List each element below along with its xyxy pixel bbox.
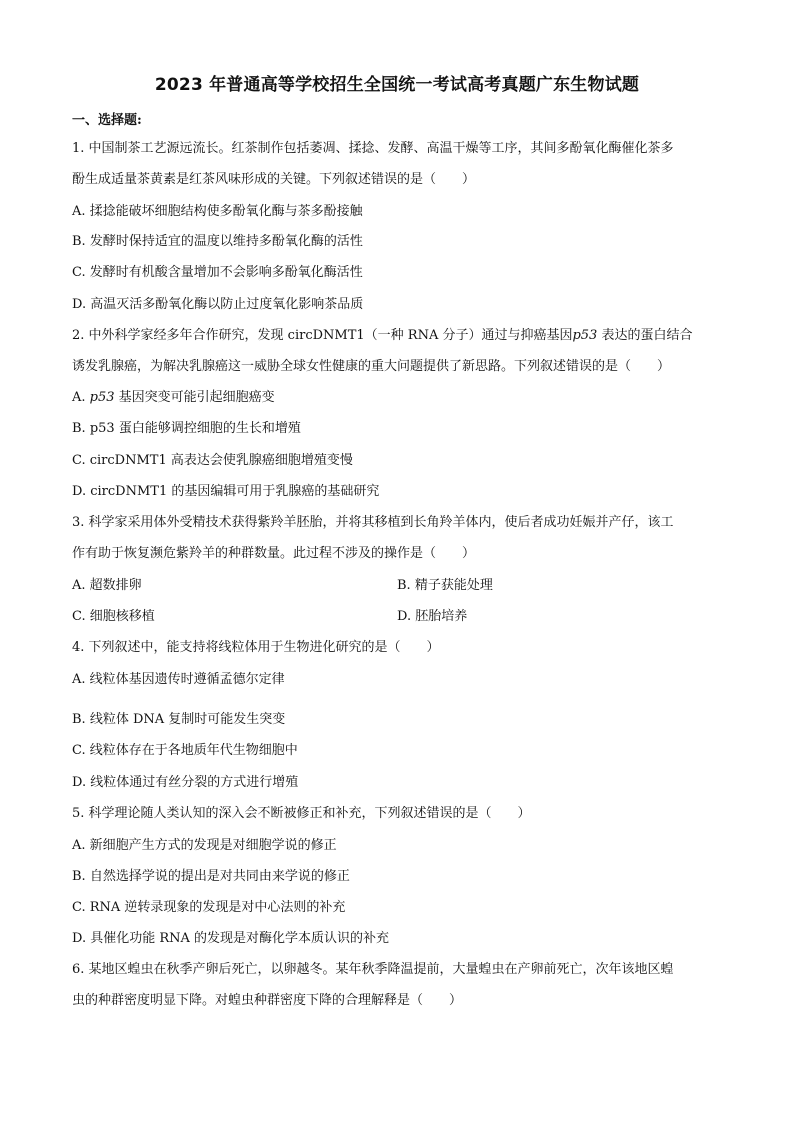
page-title: 2023 年普通高等学校招生全国统一考试高考真题广东生物试题 bbox=[154, 75, 640, 95]
q2-option-c: C. circDNMT1 高表达会使乳腺癌细胞增殖变慢 bbox=[72, 453, 353, 468]
q2-option-a-gene: p53 bbox=[89, 390, 115, 405]
q2-option-b: B. p53 蛋白能够调控细胞的生长和增殖 bbox=[72, 421, 301, 436]
q4-option-b: B. 线粒体 DNA 复制时可能发生突变 bbox=[72, 712, 286, 727]
q5-stem: 5. 科学理论随人类认知的深入会不断被修正和补充，下列叙述错误的是（ ） bbox=[72, 806, 531, 821]
q1-option-a: A. 揉捻能破坏细胞结构使多酚氧化酶与茶多酚接触 bbox=[72, 204, 363, 219]
q3-stem-line2: 作有助于恢复濒危紫羚羊的种群数量。此过程不涉及的操作是（ ） bbox=[72, 546, 476, 561]
q4-stem: 4. 下列叙述中，能支持将线粒体用于生物进化研究的是（ ） bbox=[72, 640, 440, 655]
q2-gene-name: p53 bbox=[572, 328, 598, 343]
q1-stem-line2: 酚生成适量茶黄素是红茶风味形成的关键。下列叙述错误的是（ ） bbox=[72, 172, 476, 187]
q3-option-a: A. 超数排卵 bbox=[72, 578, 142, 593]
q3-option-c: C. 细胞核移植 bbox=[72, 609, 155, 624]
q2-stem-part2: 表达的蛋白结合 bbox=[597, 328, 693, 343]
q1-option-b: B. 发酵时保持适宜的温度以维持多酚氧化酶的活性 bbox=[72, 234, 363, 249]
q5-option-d: D. 具催化功能 RNA 的发现是对酶化学本质认识的补充 bbox=[72, 931, 390, 946]
q2-option-a-prefix: A. bbox=[72, 390, 90, 405]
q3-option-d: D. 胚胎培养 bbox=[397, 609, 468, 624]
q5-option-a: A. 新细胞产生方式的发现是对细胞学说的修正 bbox=[72, 838, 337, 853]
q1-stem-line1: 1. 中国制茶工艺源远流长。红茶制作包括萎凋、揉捻、发酵、高温干燥等工序，其间多酚氧化酶催化茶多 bbox=[72, 141, 674, 156]
q6-stem-line1: 6. 某地区蝗虫在秋季产卵后死亡，以卵越冬。某年秋季降温提前，大量蝗虫在产卵前死亡，次年该地区蝗 bbox=[72, 962, 674, 977]
q2-stem-part1: 2. 中外科学家经多年合作研究，发现 circDNMT1（一种 RNA 分子）通过与抑癌基因 bbox=[72, 328, 573, 343]
q2-stem-line2: 诱发乳腺癌，为解决乳腺癌这一威胁全球女性健康的重大问题提供了新思路。下列叙述错误的是（ ） bbox=[72, 359, 671, 374]
q4-option-d: D. 线粒体通过有丝分裂的方式进行增殖 bbox=[72, 775, 299, 790]
q4-option-c: C. 线粒体存在于各地质年代生物细胞中 bbox=[72, 743, 298, 758]
q5-option-b: B. 自然选择学说的提出是对共同由来学说的修正 bbox=[72, 869, 350, 884]
q5-option-c: C. RNA 逆转录现象的发现是对中心法则的补充 bbox=[72, 900, 346, 915]
q6-stem-line2: 虫的种群密度明显下降。对蝗虫种群密度下降的合理解释是（ ） bbox=[72, 993, 463, 1008]
q2-option-a bbox=[72, 389, 732, 407]
q2-option-d: D. circDNMT1 的基因编辑可用于乳腺癌的基础研究 bbox=[72, 484, 380, 499]
q1-option-d: D. 高温灭活多酚氧化酶以防止过度氧化影响茶品质 bbox=[72, 297, 364, 312]
q2-stem-line1 bbox=[72, 327, 732, 345]
q2-option-a-rest: 基因突变可能引起细胞癌变 bbox=[114, 390, 275, 405]
q1-option-c: C. 发酵时有机酸含量增加不会影响多酚氧化酶活性 bbox=[72, 265, 363, 280]
q3-stem-line1: 3. 科学家采用体外受精技术获得紫羚羊胚胎，并将其移植到长角羚羊体内，使后者成功妊娠并产仔，该工 bbox=[72, 515, 674, 530]
q3-option-b: B. 精子获能处理 bbox=[397, 578, 493, 593]
section-heading: 一、选择题: bbox=[72, 113, 142, 128]
q4-option-a: A. 线粒体基因遗传时遵循孟德尔定律 bbox=[72, 672, 285, 687]
